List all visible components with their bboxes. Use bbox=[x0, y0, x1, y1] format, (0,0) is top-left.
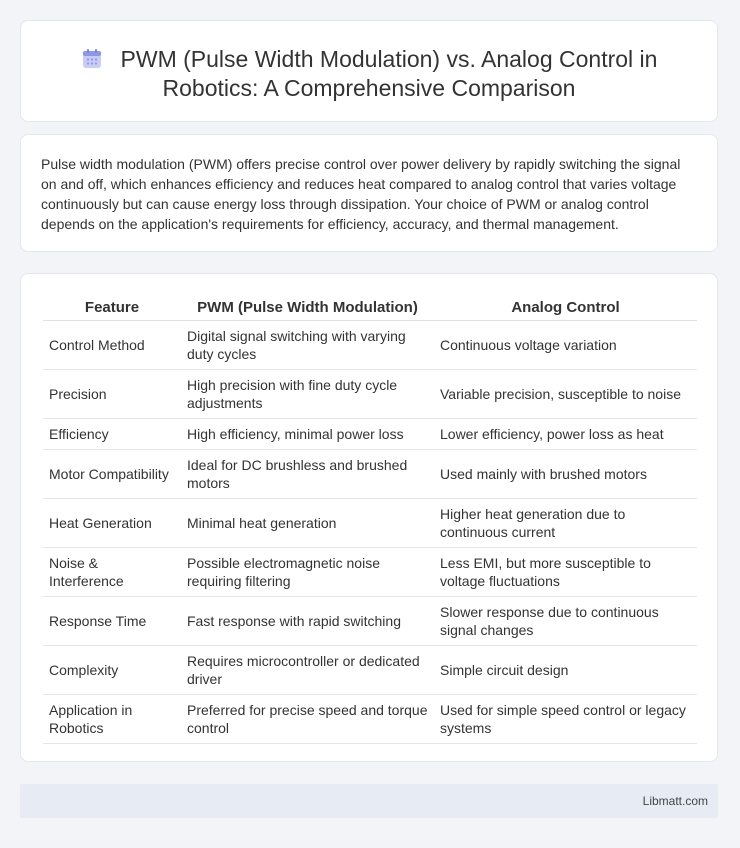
comparison-card bbox=[20, 273, 718, 762]
page-title bbox=[21, 45, 717, 103]
feature-cell: Complexity bbox=[43, 646, 181, 695]
footer-brand: Libmatt.com bbox=[642, 794, 708, 808]
analog-cell: Less EMI, but more susceptible to voltage fluctuations bbox=[434, 548, 697, 597]
analog-cell: Slower response due to continuous signal changes bbox=[434, 597, 697, 646]
pwm-cell: Preferred for precise speed and torque control bbox=[181, 695, 434, 744]
table-row bbox=[43, 646, 697, 695]
feature-cell: Heat Generation bbox=[43, 499, 181, 548]
pwm-cell: Ideal for DC brushless and brushed motors bbox=[181, 450, 434, 499]
analog-cell: Continuous voltage variation bbox=[434, 321, 697, 370]
table-row bbox=[43, 321, 697, 370]
analog-cell: Used mainly with brushed motors bbox=[434, 450, 697, 499]
table-row bbox=[43, 419, 697, 450]
analog-cell: Variable precision, susceptible to noise bbox=[434, 370, 697, 419]
analog-cell: Used for simple speed control or legacy systems bbox=[434, 695, 697, 744]
footer-bar bbox=[20, 784, 718, 818]
table-row bbox=[43, 695, 697, 744]
table-row bbox=[43, 499, 697, 548]
table-header-row bbox=[43, 296, 697, 321]
pwm-cell: Fast response with rapid switching bbox=[181, 597, 434, 646]
title-card bbox=[20, 20, 718, 122]
feature-cell: Precision bbox=[43, 370, 181, 419]
pwm-cell: Requires microcontroller or dedicated driver bbox=[181, 646, 434, 695]
analog-cell: Higher heat generation due to continuous current bbox=[434, 499, 697, 548]
feature-cell: Response Time bbox=[43, 597, 181, 646]
feature-cell: Control Method bbox=[43, 321, 181, 370]
header-pwm: PWM (Pulse Width Modulation) bbox=[181, 296, 434, 321]
feature-cell: Application in Robotics bbox=[43, 695, 181, 744]
intro-card bbox=[20, 134, 718, 252]
header-feature: Feature bbox=[43, 296, 181, 321]
title-line-2: Robotics: A Comprehensive Comparison bbox=[162, 75, 576, 101]
comparison-table bbox=[43, 296, 697, 744]
title-line-1: PWM (Pulse Width Modulation) vs. Analog Control in bbox=[120, 46, 658, 72]
pwm-cell: High precision with fine duty cycle adjustments bbox=[181, 370, 434, 419]
pwm-cell: Minimal heat generation bbox=[181, 499, 434, 548]
pwm-cell: Possible electromagnetic noise requiring filtering bbox=[181, 548, 434, 597]
table-row bbox=[43, 370, 697, 419]
analog-cell: Simple circuit design bbox=[434, 646, 697, 695]
table-row bbox=[43, 597, 697, 646]
intro-paragraph: Pulse width modulation (PWM) offers precise control over power delivery by rapidly switching the signal on and off, which enhances efficiency and reduces heat compared to analog control that varies voltage continuously but can cause energy loss through dissipation. Your choice of PWM or analog control depends on the application's requirements for efficiency, accuracy, and thermal management. bbox=[41, 156, 681, 232]
feature-cell: Efficiency bbox=[43, 419, 181, 450]
calendar-icon bbox=[81, 48, 103, 70]
header-analog: Analog Control bbox=[434, 296, 697, 321]
feature-cell: Motor Compatibility bbox=[43, 450, 181, 499]
pwm-cell: Digital signal switching with varying duty cycles bbox=[181, 321, 434, 370]
analog-cell: Lower efficiency, power loss as heat bbox=[434, 419, 697, 450]
table-row bbox=[43, 548, 697, 597]
table-row bbox=[43, 450, 697, 499]
feature-cell: Noise & Interference bbox=[43, 548, 181, 597]
pwm-cell: High efficiency, minimal power loss bbox=[181, 419, 434, 450]
